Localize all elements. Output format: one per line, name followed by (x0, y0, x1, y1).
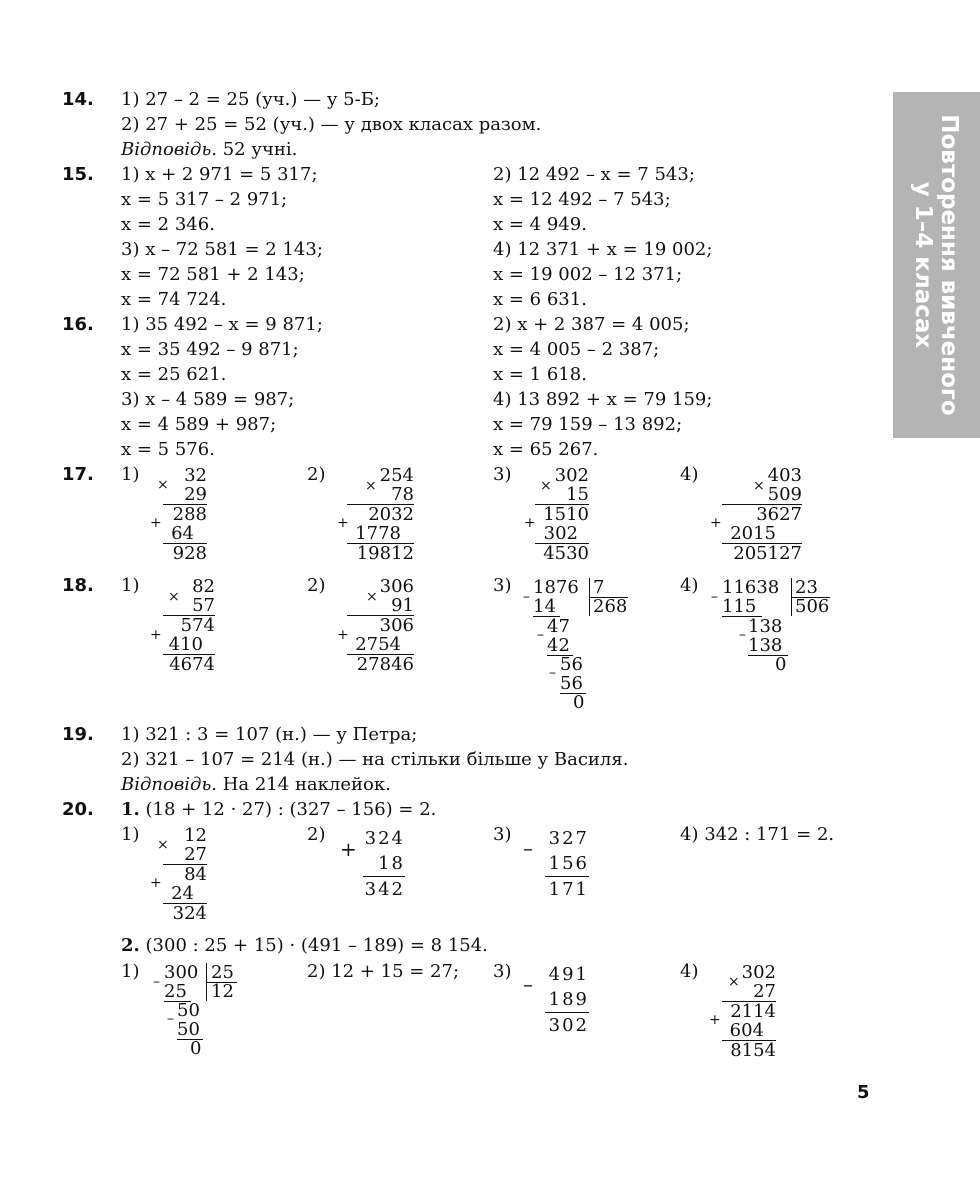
operand: 78 (347, 485, 414, 505)
minus-sign: – (523, 972, 533, 996)
p19-line2: 2) 321 – 107 = 214 (н.) — на стільки більше у Василя. (121, 749, 629, 770)
p15-d1: 4) 12 371 + x = 19 002; (493, 239, 713, 260)
p18-label-2: 2) (307, 575, 326, 596)
p15-a3: x = 2 346. (121, 214, 215, 235)
p14-answer (121, 139, 297, 161)
p18-div4-quotient: 506 (795, 596, 830, 617)
partial: 288 (172, 504, 207, 525)
p19-line1: 1) 321 : 3 = 107 (н.) — у Петра; (121, 724, 418, 745)
minus-sign: – (739, 627, 746, 643)
operand: 509 (722, 485, 802, 505)
chapter-tab-line2: у 1–4 класах (910, 181, 936, 349)
result: 4674 (169, 654, 215, 675)
p17-mult-1 (163, 466, 207, 563)
partial: 410 (163, 635, 215, 655)
p20-add (363, 826, 405, 902)
p20-div-step: 50 (177, 1000, 200, 1021)
p18-label-1: 1) (121, 575, 140, 596)
p20-expression-2 (121, 935, 488, 957)
p17-label-4: 4) (680, 464, 699, 485)
partial: 306 (379, 615, 414, 636)
p18-div3-step: 56 (560, 674, 586, 694)
p16-a1: 1) 35 492 – x = 9 871; (121, 314, 323, 335)
p17-mult-2 (347, 466, 414, 563)
p15-d2: x = 19 002 – 12 371; (493, 264, 683, 285)
times-sign: × (157, 477, 169, 493)
p16-c1: 3) x – 4 589 = 987; (121, 389, 295, 410)
p15-b2: x = 12 492 – 7 543; (493, 189, 671, 210)
p20-div-step: 0 (190, 1038, 202, 1059)
result: 324 (172, 903, 207, 924)
problem-17-number: 17. (62, 464, 94, 485)
p18-div3-step: 56 (560, 654, 583, 675)
p20-div-step: 25 (164, 982, 191, 1002)
p18-div3-quotient: 268 (593, 596, 628, 617)
p20-expression-1 (121, 799, 436, 821)
operand: 491 (548, 964, 589, 985)
operand: 32 (184, 465, 207, 486)
result: 8154 (730, 1040, 776, 1061)
problem-18-number: 18. (62, 575, 94, 596)
result: 302 (548, 1015, 589, 1036)
p20-step-2-2: 2) 12 + 15 = 27; (307, 961, 460, 982)
plus-sign: + (150, 627, 162, 643)
minus-sign: – (153, 974, 160, 990)
p20-div-divisor: 25 (211, 962, 234, 983)
operand: 302 (741, 962, 776, 983)
p18-div3-divisor: 7 (593, 577, 605, 598)
p18-mult-2 (347, 577, 414, 674)
operand: 403 (767, 465, 802, 486)
subpart-number: 2. (121, 935, 140, 956)
p18-div4-step: 0 (775, 654, 787, 675)
p17-label-1: 1) (121, 464, 140, 485)
p16-a2: x = 35 492 – 9 871; (121, 339, 299, 360)
answer-label: Відповідь. (121, 139, 217, 160)
p15-b1: 2) 12 492 – x = 7 543; (493, 164, 695, 185)
answer-text: 52 учні. (217, 139, 298, 160)
p16-b2: x = 4 005 – 2 387; (493, 339, 660, 360)
operand: 29 (163, 485, 207, 505)
p20-div-step: 50 (177, 1020, 203, 1040)
p18-label-3: 3) (493, 575, 512, 596)
operand: 27 (163, 845, 207, 865)
p14-line1: 1) 27 – 2 = 25 (уч.) — у 5-Б; (121, 89, 380, 110)
p18-div3-step: 42 (547, 636, 573, 656)
p15-a1: 1) x + 2 971 = 5 317; (121, 164, 318, 185)
result: 205127 (733, 543, 802, 564)
expression-text: (300 : 25 + 15) · (491 – 189) = 8 154. (139, 935, 488, 956)
p18-div3-dividend: 1876 (533, 577, 579, 598)
result: 4530 (543, 543, 589, 564)
p15-c2: x = 72 581 + 2 143; (121, 264, 305, 285)
plus-sign: + (710, 515, 722, 531)
result: 928 (172, 543, 207, 564)
result: 19812 (356, 543, 414, 564)
times-sign: × (157, 837, 169, 853)
times-sign: × (366, 589, 378, 605)
p16-c3: x = 5 576. (121, 439, 215, 460)
p20-label-2-3: 3) (493, 961, 512, 982)
p20-label-2: 2) (307, 824, 326, 845)
p17-label-3: 3) (493, 464, 512, 485)
p18-div4-step: 138 (748, 636, 788, 656)
answer-text: . На 214 наклейок. (211, 774, 391, 795)
partial: 2015 (722, 524, 802, 544)
p20-div-quotient: 12 (211, 981, 234, 1002)
p16-b1: 2) x + 2 387 = 4 005; (493, 314, 690, 335)
p16-d2: x = 79 159 – 13 892; (493, 414, 683, 435)
plus-sign: + (340, 837, 357, 861)
partial: 604 (722, 1021, 776, 1041)
operand: 91 (347, 596, 414, 616)
operand: 324 (364, 828, 405, 849)
plus-sign: + (150, 875, 162, 891)
operand: 82 (192, 576, 215, 597)
minus-sign: – (523, 836, 533, 860)
times-sign: × (753, 478, 765, 494)
plus-sign: + (150, 515, 162, 531)
p20-step-4: 4) 342 : 171 = 2. (680, 824, 835, 845)
p18-div3-step: 0 (573, 692, 585, 713)
problem-14-number: 14. (62, 89, 94, 110)
result: 171 (548, 879, 589, 900)
p20-label-2-4: 4) (680, 961, 699, 982)
partial: 1510 (543, 504, 589, 525)
partial: 64 (163, 524, 207, 544)
p15-c1: 3) x – 72 581 = 2 143; (121, 239, 323, 260)
partial: 3627 (756, 504, 802, 525)
p18-div3-step: 14 (533, 597, 560, 617)
operand: 12 (184, 825, 207, 846)
partial: 84 (184, 864, 207, 885)
minus-sign: – (711, 589, 718, 605)
minus-sign: – (523, 589, 530, 605)
p18-label-4: 4) (680, 575, 699, 596)
p18-div4-dividend: 11638 (722, 577, 780, 598)
p16-a3: x = 25 621. (121, 364, 227, 385)
p16-d1: 4) 13 892 + x = 79 159; (493, 389, 713, 410)
plus-sign: + (524, 515, 536, 531)
partial: 302 (535, 524, 589, 544)
partial: 574 (180, 615, 215, 636)
p16-d3: x = 65 267. (493, 439, 599, 460)
p20-label-2-1: 1) (121, 961, 140, 982)
partial: 2032 (368, 504, 414, 525)
p20-div-dividend: 300 (164, 962, 199, 983)
p17-label-2: 2) (307, 464, 326, 485)
operand: 189 (545, 987, 589, 1013)
p20-sub (545, 826, 589, 902)
times-sign: × (168, 589, 180, 605)
result: 27846 (356, 654, 414, 675)
times-sign: × (728, 974, 740, 990)
plus-sign: + (337, 515, 349, 531)
p20-mult-1 (163, 826, 207, 923)
partial: 2754 (347, 635, 414, 655)
problem-15-number: 15. (62, 164, 94, 185)
minus-sign: – (537, 627, 544, 643)
operand: 18 (363, 851, 405, 877)
partial: 2114 (730, 1001, 776, 1022)
operand: 15 (535, 485, 589, 505)
subpart-number: 1. (121, 799, 140, 820)
minus-sign: – (549, 665, 556, 681)
page-number: 5 (857, 1082, 870, 1103)
times-sign: × (540, 478, 552, 494)
operand: 27 (722, 982, 776, 1002)
operand: 57 (163, 596, 215, 616)
p15-c3: x = 74 724. (121, 289, 227, 310)
p14-line2: 2) 27 + 25 = 52 (уч.) — у двох класах разом. (121, 114, 542, 135)
operand: 306 (379, 576, 414, 597)
problem-20-number: 20. (62, 799, 94, 820)
result: 342 (364, 879, 405, 900)
chapter-tab-title (910, 100, 962, 430)
p18-div4-step: 115 (722, 597, 762, 617)
expression-text: (18 + 12 · 27) : (327 – 156) = 2. (139, 799, 437, 820)
answer-label: Відповідь (121, 774, 212, 795)
p20-label-3: 3) (493, 824, 512, 845)
chapter-tab-line1: Повторення вивченого (936, 114, 962, 416)
p16-b3: x = 1 618. (493, 364, 587, 385)
problem-16-number: 16. (62, 314, 94, 335)
plus-sign: + (337, 627, 349, 643)
p15-d3: x = 6 631. (493, 289, 587, 310)
plus-sign: + (709, 1012, 721, 1028)
p20-label-1: 1) (121, 824, 140, 845)
operand: 156 (545, 851, 589, 877)
p19-answer (121, 774, 391, 796)
p15-b3: x = 4 949. (493, 214, 587, 235)
p16-c2: x = 4 589 + 987; (121, 414, 277, 435)
minus-sign: – (167, 1011, 174, 1027)
p18-div4-step: 138 (748, 616, 783, 637)
p20-sub-2 (545, 962, 589, 1038)
operand: 327 (548, 828, 589, 849)
operand: 254 (379, 465, 414, 486)
partial: 24 (163, 884, 207, 904)
operand: 302 (554, 465, 589, 486)
p15-a2: x = 5 317 – 2 971; (121, 189, 288, 210)
p18-div4-divisor: 23 (795, 577, 818, 598)
problem-19-number: 19. (62, 724, 94, 745)
partial: 1778 (347, 524, 414, 544)
p18-div3-step: 47 (547, 616, 570, 637)
times-sign: × (365, 478, 377, 494)
